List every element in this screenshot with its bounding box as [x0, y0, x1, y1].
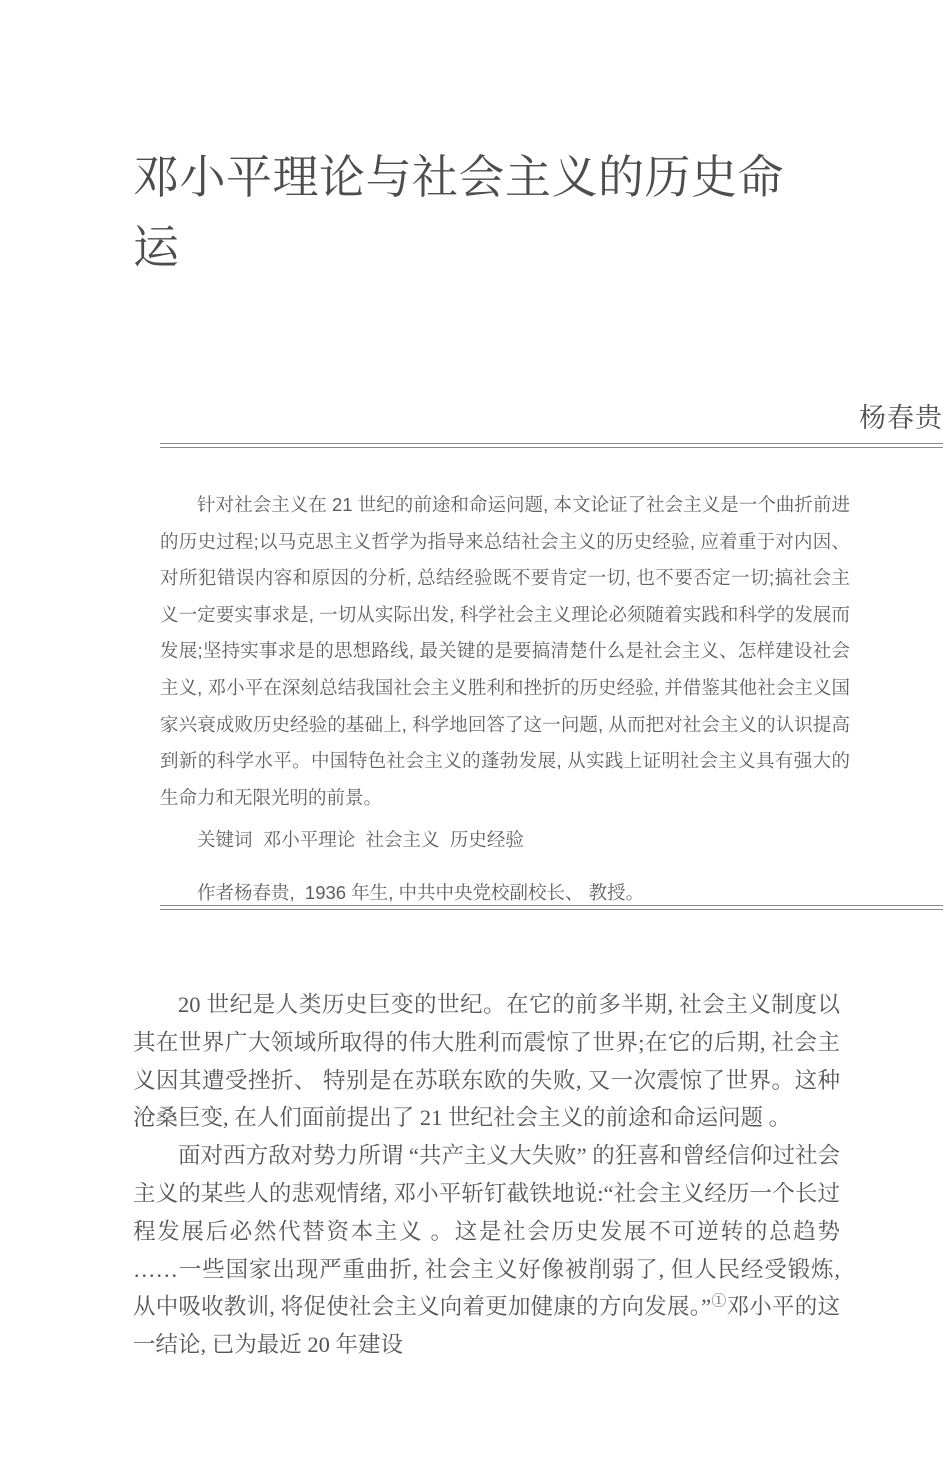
body-paragraph-2-text-a: 面对西方敌对势力所谓 “共产主义大失败” 的狂喜和曾经信仰过社会主义的某些人的悲观情绪, 邓小平斩钉截铁地说:“社会主义经历一个长过程发展后必然代替资本主义 。这是社会历史发展不可逆转的总趋势 ……一些国家出现严重曲折, 社会主义好像被削弱了, 但人民经受锻炼, 从中吸收教训, 将促使社会主义向着更加健康的方向发展。”: [133, 1143, 840, 1320]
body-paragraph-1: 20 世纪是人类历史巨变的世纪。在它的前多半期, 社会主义制度以其在世界广大领域所取得的伟大胜利而震惊了世界;在它的后期, 社会主义因其遭受挫折、 特别是在苏联东欧的失败, 又一次震惊了世界。这种沧桑巨变, 在人们面前提出了 21 世纪社会主义的前途和命运问题 。: [133, 992, 840, 1131]
abstract-block: [160, 487, 850, 816]
author-byline: [160, 396, 943, 435]
author-name: 杨春贵: [859, 403, 943, 433]
keywords-line: 关键词 邓小平理论 社会主义 历史经验: [197, 829, 524, 850]
body-text-block: [133, 986, 840, 1364]
abstract-paragraph: 针对社会主义在 21 世纪的前途和命运问题, 本文论证了社会主义是一个曲折前进的历史过程;以马克思主义哲学为指导来总结社会主义的历史经验, 应着重于对内因、 对所犯错误内容和原因的分析, 总结经验既不要肯定一切, 也不要否定一切;搞社会主义一定要实事求是, 一切从实际出发, 科学社会主义理论必须随着实践和科学的发展而发展;坚持实事求是的思想路线, 最关键的是要搞清楚什么是社会主义、怎样建设社会主义, 邓小平在深刻总结我国社会主义胜利和挫折的历史经验, 并借鉴其他社会主义国家兴衰成败历史经验的基础上, 科学地回答了这一问题, 从而把对社会主义的认识提高到新的科学水平。中国特色社会主义的蓬勃发展, 从实践上证明社会主义具有强大的生命力和无限光明的前景。: [160, 494, 850, 808]
divider-bottom: [160, 905, 943, 910]
footnote-marker: ①: [711, 1293, 727, 1310]
title-block: [133, 143, 823, 283]
page-title: 邓小平理论与社会主义的历史命运: [133, 151, 784, 273]
body-paragraph-2: [133, 1137, 840, 1364]
divider-top: [160, 443, 943, 448]
author-bio-line: 作者杨春贵, 1936 年生, 中共中央党校副校长、 教授。: [197, 882, 645, 903]
body-paragraph-2-text-b: 邓小平的这一结论, 已为最近 20 年建设: [133, 1294, 840, 1358]
